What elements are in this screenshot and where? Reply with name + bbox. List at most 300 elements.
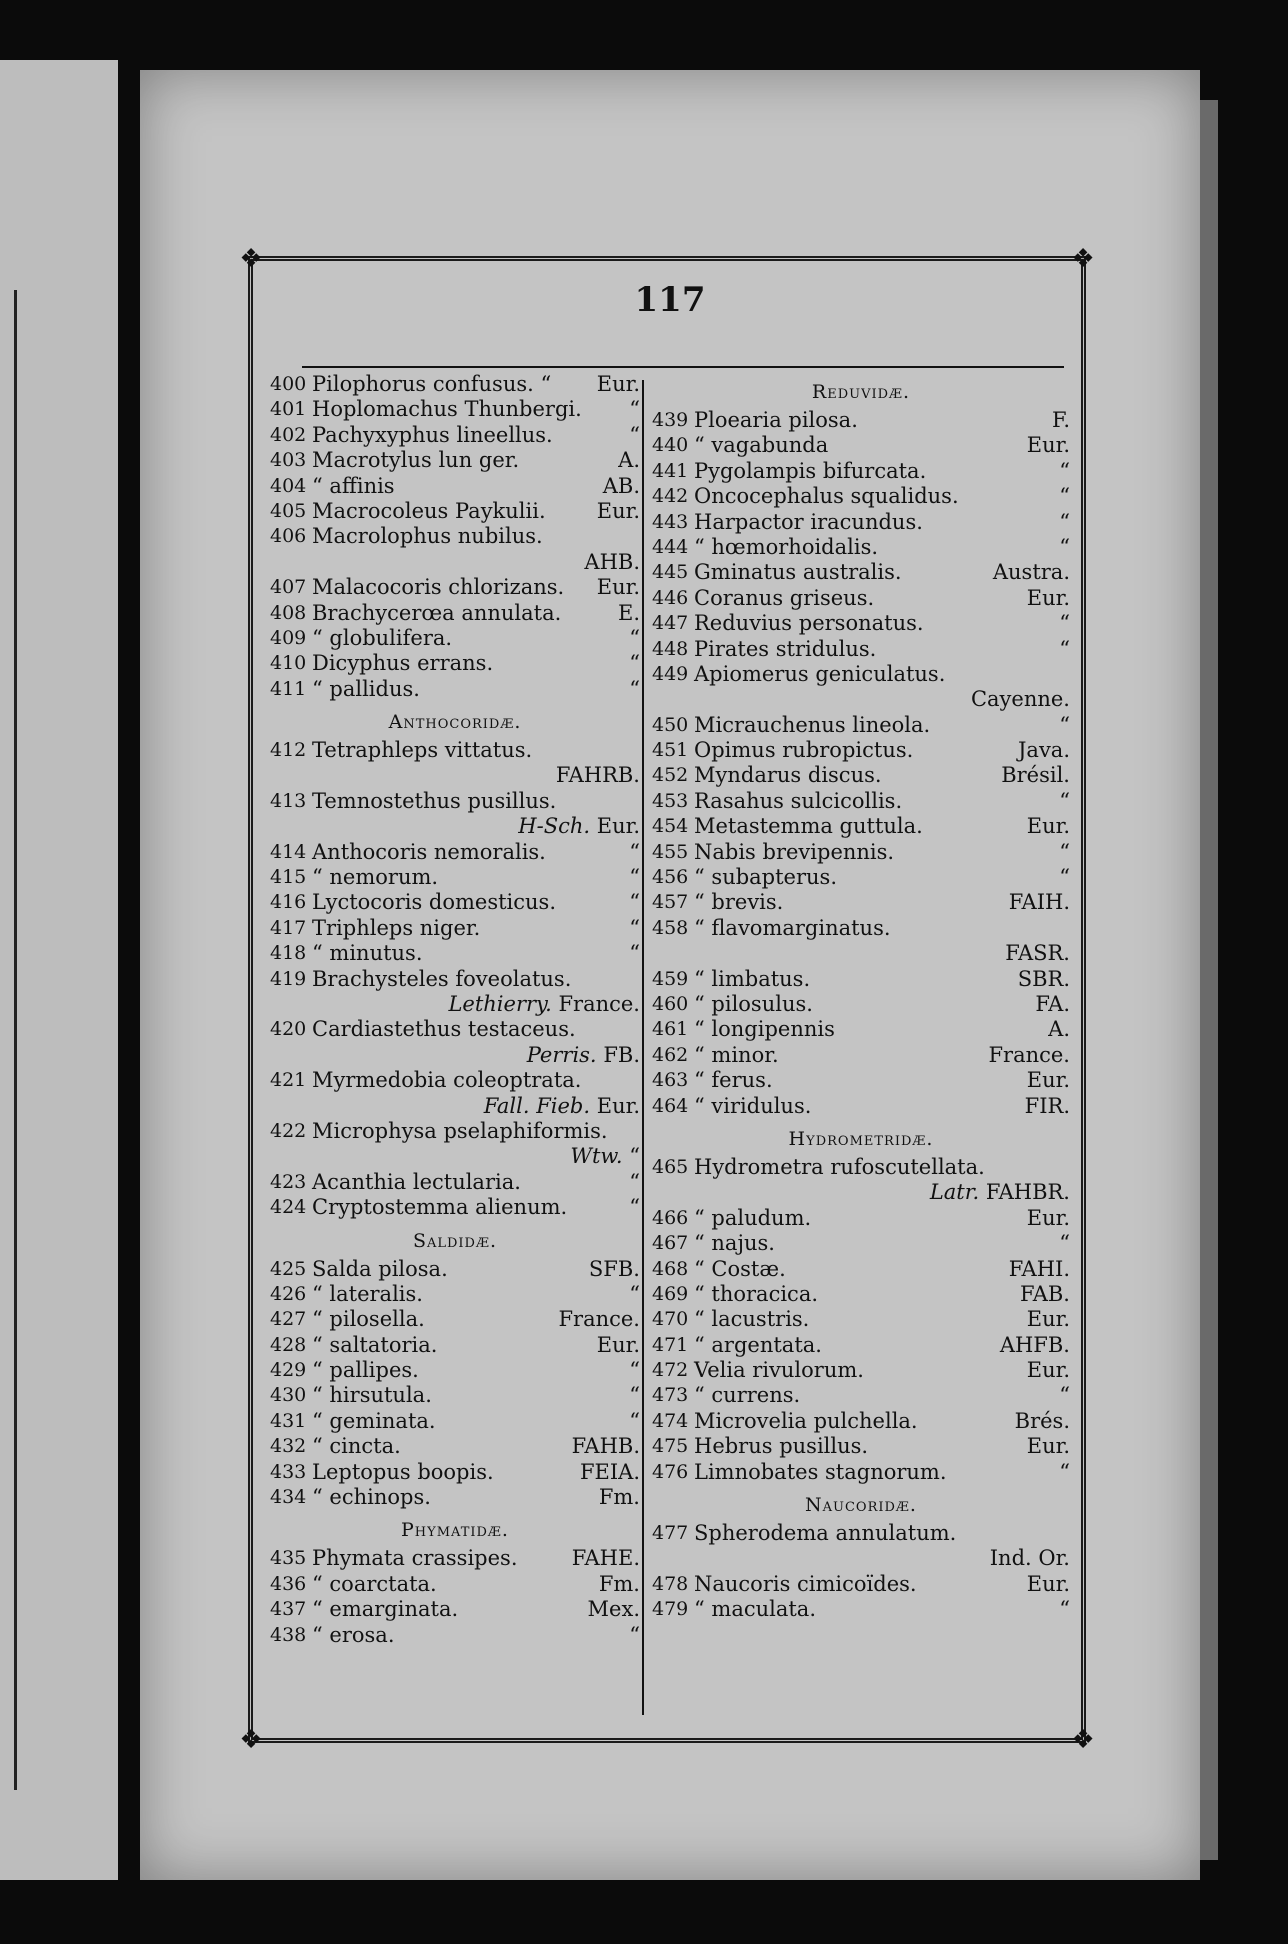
section-heading: Saldidæ. [412, 1229, 498, 1252]
region-code: FAB. [1019, 1281, 1070, 1306]
list-entry [652, 408, 1070, 433]
region-code: “ [1059, 1459, 1070, 1484]
entry-number: 423 [270, 1170, 307, 1193]
region-code: “ [1059, 865, 1070, 890]
region-code: “ [629, 422, 640, 447]
entry-number: 438 [270, 1623, 307, 1646]
species-name: Lyctocoris domesticus. [312, 890, 556, 915]
left-column [270, 372, 640, 1648]
species-name: Microphysa pselaphiformis. [312, 1118, 608, 1143]
species-name: Gminatus australis. [694, 560, 902, 585]
entry-number: 442 [652, 485, 689, 508]
region-code: Eur. [1026, 585, 1070, 610]
list-entry [270, 1119, 640, 1144]
list-entry [270, 941, 640, 966]
entry-number: 408 [270, 601, 307, 624]
region-code: AB. [602, 473, 640, 498]
list-entry [270, 1358, 640, 1383]
entry-number: 451 [652, 739, 689, 762]
region-code: “ [629, 890, 640, 915]
region-code: SFB. [588, 1256, 640, 1281]
entry-number: 426 [270, 1282, 307, 1305]
entry-number: 455 [652, 840, 689, 863]
entry-number: 435 [270, 1547, 307, 1570]
region-code: Eur. [596, 1093, 640, 1118]
species-name: “ limbatus. [694, 966, 811, 991]
entry-number: 414 [270, 840, 307, 863]
species-name: Reduvius personatus. [694, 611, 924, 636]
entry-number: 427 [270, 1308, 307, 1331]
region-code: A. [1048, 1017, 1070, 1042]
author-name: Perris. [526, 1042, 597, 1067]
species-name: “ cincta. [312, 1434, 401, 1459]
region-code: Eur. [1026, 1434, 1070, 1459]
entry-number: 458 [652, 916, 689, 939]
entry-number: 474 [652, 1409, 689, 1432]
entry-number: 407 [270, 576, 307, 599]
species-name: “ emarginata. [312, 1597, 459, 1622]
entry-number: 443 [652, 510, 689, 533]
list-entry [270, 372, 640, 397]
entry-number: 462 [652, 1043, 689, 1066]
region-code: “ [629, 1144, 640, 1169]
region-code: “ [629, 915, 640, 940]
region-code: “ [629, 941, 640, 966]
species-name: Harpactor iracundus. [694, 509, 923, 534]
entry-number: 401 [270, 398, 307, 421]
list-entry [652, 1307, 1070, 1332]
list-entry [652, 1521, 1070, 1546]
species-name: Micrauchenus lineola. [694, 712, 931, 737]
region-code: “ [1059, 839, 1070, 864]
species-name: Triphleps niger. [312, 915, 481, 940]
species-name: “ coarctata. [312, 1571, 437, 1596]
list-entry [652, 1043, 1070, 1068]
list-entry [270, 1597, 640, 1622]
region-code: Eur. [596, 575, 640, 600]
region-code: FIR. [1024, 1093, 1070, 1118]
entry-number: 445 [652, 561, 689, 584]
entry-number: 400 [270, 373, 307, 395]
list-entry [652, 637, 1070, 662]
species-name: Naucoris cimicoïdes. [694, 1571, 917, 1596]
list-entry [652, 1206, 1070, 1231]
species-name: Apiomerus geniculatus. [694, 661, 946, 686]
section-heading: Phymatidæ. [401, 1519, 509, 1542]
entry-number: 406 [270, 525, 307, 548]
list-entry [270, 397, 640, 422]
species-name: Myndarus discus. [694, 763, 882, 788]
continuation-text [990, 1546, 1070, 1571]
column-divider [642, 380, 644, 1715]
section-heading: Reduvidæ. [811, 381, 911, 403]
entry-number: 412 [270, 739, 307, 762]
species-name: Pilophorus confusus. “ [312, 372, 552, 396]
list-entry [270, 626, 640, 651]
region-code: FEIA. [579, 1459, 640, 1484]
entry-number: 404 [270, 474, 307, 497]
region-code: FAHI. [1008, 1256, 1070, 1281]
entry-number: 478 [652, 1572, 689, 1595]
species-name: “ currens. [694, 1383, 801, 1408]
entry-number: 421 [270, 1069, 307, 1092]
entry-number: 470 [652, 1308, 689, 1331]
region-code: F. [1052, 408, 1070, 432]
entry-number: 454 [652, 815, 689, 838]
entry-number: 409 [270, 626, 307, 649]
region-code: France. [558, 991, 640, 1016]
list-entry [652, 1358, 1070, 1383]
list-entry [652, 1282, 1070, 1307]
corner-ornament-icon: ❖ [1071, 1725, 1095, 1755]
region-code: “ [1059, 534, 1070, 559]
species-name: “ ferus. [694, 1068, 773, 1093]
region-code: “ [629, 651, 640, 676]
book-page [140, 70, 1200, 1880]
list-entry [270, 916, 640, 941]
entry-number: 461 [652, 1018, 689, 1041]
list-entry [270, 651, 640, 676]
species-name: Macrotylus lun ger. [312, 448, 520, 473]
adjacent-page-frame [0, 290, 17, 1790]
list-entry [270, 1572, 640, 1597]
species-name: Hydrometra rufoscutellata. [694, 1154, 985, 1179]
species-name: Nabis brevipennis. [694, 839, 895, 864]
species-name: Malacocoris chlorizans. [312, 575, 565, 600]
region-code: “ [1059, 1383, 1070, 1408]
species-name: “ nemorum. [312, 865, 439, 890]
list-entry [652, 1333, 1070, 1358]
entry-number: 460 [652, 992, 689, 1015]
entry-number: 439 [652, 409, 689, 431]
region-code: Eur. [596, 498, 640, 523]
species-name: Oncocephalus squalidus. [694, 484, 959, 509]
list-entry [652, 484, 1070, 509]
header-rule [302, 366, 1064, 368]
corner-ornament-icon: ❖ [239, 244, 263, 274]
species-name: Acanthia lectularia. [312, 1169, 521, 1194]
region-code: AHFB. [999, 1332, 1070, 1357]
region-code: Austra. [992, 560, 1070, 585]
entry-number: 456 [652, 866, 689, 889]
species-name: “ lateralis. [312, 1281, 423, 1306]
region-code: FA. [1035, 991, 1070, 1016]
region-code: “ [1059, 611, 1070, 636]
entry-number: 419 [270, 967, 307, 990]
list-entry [652, 1597, 1070, 1622]
entry-number: 431 [270, 1409, 307, 1432]
entry-number: 436 [270, 1572, 307, 1595]
species-name: Tetraphleps vittatus. [312, 738, 533, 763]
species-name: Pachyxyphus lineellus. [312, 422, 553, 447]
region-code: Eur. [1026, 433, 1070, 458]
species-name: “ vagabunda [694, 433, 829, 458]
list-entry [270, 1460, 640, 1485]
list-entry [652, 916, 1070, 941]
list-entry [270, 1017, 640, 1042]
region-code: Eur. [1026, 1571, 1070, 1596]
list-entry [270, 601, 640, 626]
entry-continuation [270, 1094, 640, 1119]
region-code: France. [558, 1307, 640, 1332]
species-name: Brachysteles foveolatus. [312, 966, 572, 991]
region-code: Cayenne. [970, 687, 1070, 712]
entry-number: 405 [270, 499, 307, 522]
continuation-text [930, 1180, 1070, 1205]
entry-number: 476 [652, 1460, 689, 1483]
region-code: FAHB. [571, 1434, 640, 1459]
region-code: “ [629, 676, 640, 701]
region-code: “ [629, 397, 640, 422]
species-name: Phymata crassipes. [312, 1546, 518, 1571]
list-entry [652, 459, 1070, 484]
entry-number: 420 [270, 1018, 307, 1041]
species-name: “ brevis. [694, 890, 784, 915]
species-name: “ thoracica. [694, 1281, 819, 1306]
list-entry [652, 1231, 1070, 1256]
entry-number: 463 [652, 1069, 689, 1092]
continuation-text [484, 1094, 640, 1119]
continuation-text [448, 992, 640, 1017]
list-entry [270, 474, 640, 499]
entry-number: 457 [652, 891, 689, 914]
species-name: “ echinops. [312, 1485, 431, 1510]
section-heading: Naucoridæ. [805, 1494, 917, 1517]
entry-number: 429 [270, 1359, 307, 1382]
region-code: Brés. [1014, 1408, 1070, 1433]
list-entry [652, 1572, 1070, 1597]
species-name: “ saltatoria. [312, 1332, 438, 1357]
species-name: “ globulifera. [312, 625, 453, 650]
right-column [652, 372, 1070, 1623]
list-entry [652, 763, 1070, 788]
list-entry [270, 890, 640, 915]
entry-number: 425 [270, 1257, 307, 1280]
region-code: “ [1059, 712, 1070, 737]
species-name: “ pallipes. [312, 1358, 419, 1383]
author-name: H-Sch. [518, 814, 591, 839]
list-entry [652, 1094, 1070, 1119]
species-name: “ pilosulus. [694, 991, 813, 1016]
species-name: Coranus griseus. [694, 585, 875, 610]
species-name: Microvelia pulchella. [694, 1408, 918, 1433]
species-name: “ hœmorhoidalis. [694, 534, 879, 559]
entry-number: 437 [270, 1598, 307, 1621]
author-name: Latr. [929, 1180, 980, 1205]
species-name: “ Costæ. [694, 1256, 786, 1281]
list-entry [652, 1155, 1070, 1180]
region-code: Mex. [587, 1597, 640, 1622]
species-name: Leptopus boopis. [312, 1459, 494, 1484]
entry-number: 452 [652, 764, 689, 787]
species-name: “ hirsutula. [312, 1383, 432, 1408]
list-entry [652, 865, 1070, 890]
list-entry [652, 1434, 1070, 1459]
entry-number: 403 [270, 449, 307, 472]
section-heading: Anthocoridæ. [388, 711, 522, 734]
entry-number: 479 [652, 1598, 689, 1621]
species-name: Cryptostemma alienum. [312, 1195, 568, 1220]
list-entry [270, 1485, 640, 1510]
entry-number: 418 [270, 942, 307, 965]
species-name: Pygolampis bifurcata. [694, 458, 927, 483]
continuation-text [570, 1144, 640, 1169]
list-entry [652, 789, 1070, 814]
list-entry [652, 1017, 1070, 1042]
region-code: “ [629, 1281, 640, 1306]
list-entry [270, 1623, 640, 1648]
list-entry [652, 1460, 1070, 1485]
region-code: “ [629, 1169, 640, 1194]
entry-number: 446 [652, 586, 689, 609]
list-entry [270, 1434, 640, 1459]
adjacent-page [0, 60, 118, 1880]
region-code: “ [629, 1408, 640, 1433]
entry-number: 469 [652, 1282, 689, 1305]
entry-number: 447 [652, 612, 689, 635]
entry-number: 468 [652, 1257, 689, 1280]
species-name: Brachycerœa annulata. [312, 600, 562, 625]
entry-number: 432 [270, 1435, 307, 1458]
region-code: FB. [603, 1042, 640, 1067]
list-entry [652, 967, 1070, 992]
entry-number: 430 [270, 1384, 307, 1407]
list-entry [652, 814, 1070, 839]
region-code: FAHE. [571, 1546, 640, 1571]
entry-continuation [270, 992, 640, 1017]
region-code: “ [629, 1358, 640, 1383]
list-entry [270, 677, 640, 702]
corner-ornament-icon: ❖ [1071, 244, 1095, 274]
list-entry [270, 967, 640, 992]
entry-number: 477 [652, 1522, 689, 1545]
section-heading: Hydrometridæ. [788, 1127, 934, 1150]
entry-number: 466 [652, 1206, 689, 1229]
entry-number: 402 [270, 423, 307, 446]
species-name: “ minor. [694, 1042, 779, 1067]
region-code: Eur. [596, 814, 640, 839]
author-name: Fall. Fieb. [483, 1093, 591, 1118]
region-code: Eur. [596, 1332, 640, 1357]
entry-number: 471 [652, 1333, 689, 1356]
region-code: “ [629, 625, 640, 650]
region-code: Eur. [1026, 1358, 1070, 1383]
region-code: Fm. [598, 1485, 640, 1510]
entry-number: 450 [652, 713, 689, 736]
continuation-text [518, 814, 640, 839]
region-code: Brésil. [1001, 763, 1070, 788]
list-entry [652, 1383, 1070, 1408]
list-entry [652, 611, 1070, 636]
entry-number: 453 [652, 789, 689, 812]
region-code: France. [988, 1042, 1070, 1067]
species-name: “ erosa. [312, 1622, 395, 1647]
entry-continuation [270, 814, 640, 839]
list-entry [652, 738, 1070, 763]
list-entry [270, 840, 640, 865]
species-name: Salda pilosa. [312, 1256, 448, 1281]
species-name: Metastemma guttula. [694, 814, 923, 839]
species-name: Spherodema annulatum. [694, 1521, 957, 1546]
entry-number: 473 [652, 1384, 689, 1407]
species-name: “ geminata. [312, 1408, 436, 1433]
species-name: Hebrus pusillus. [694, 1434, 869, 1459]
author-name: Wtw. [570, 1144, 623, 1169]
species-name: “ paludum. [694, 1205, 812, 1230]
corner-ornament-icon: ❖ [239, 1725, 263, 1755]
list-entry [652, 586, 1070, 611]
region-code: E. [617, 600, 640, 625]
region-code: “ [1059, 1231, 1070, 1256]
species-name: Cardiastethus testaceus. [312, 1017, 576, 1042]
list-entry [270, 865, 640, 890]
list-entry [652, 1409, 1070, 1434]
species-name: Myrmedobia coleoptrata. [312, 1068, 582, 1093]
entry-number: 424 [270, 1196, 307, 1219]
list-entry [652, 510, 1070, 535]
region-code: “ [1059, 458, 1070, 483]
list-entry [270, 1333, 640, 1358]
species-name: “ viridulus. [694, 1093, 812, 1118]
region-code: A. [618, 448, 640, 473]
region-code: “ [1059, 1597, 1070, 1622]
region-code: FAHBR. [985, 1180, 1070, 1205]
list-entry [270, 1409, 640, 1434]
list-entry [270, 1546, 640, 1571]
list-entry [652, 560, 1070, 585]
species-name: Macrolophus nubilus. [312, 524, 543, 549]
species-name: Limnobates stagnorum. [694, 1459, 947, 1484]
species-name: “ argentata. [694, 1332, 822, 1357]
page-number: 117 [634, 280, 706, 320]
species-name: “ lacustris. [694, 1307, 810, 1332]
region-code: Eur. [1026, 814, 1070, 839]
list-entry [652, 890, 1070, 915]
list-entry [270, 738, 640, 763]
list-entry [270, 499, 640, 524]
region-code: “ [629, 839, 640, 864]
list-entry [270, 423, 640, 448]
list-entry [652, 1068, 1070, 1093]
entry-number: 422 [270, 1119, 307, 1142]
species-name: “ najus. [694, 1231, 775, 1256]
species-name: Temnostethus pusillus. [312, 788, 557, 813]
region-code: Java. [1018, 738, 1070, 763]
species-name: Dicyphus errans. [312, 651, 494, 676]
entry-number: 434 [270, 1486, 307, 1509]
entry-number: 449 [652, 662, 689, 685]
species-name: Rasahus sulcicollis. [694, 788, 903, 813]
list-entry [652, 713, 1070, 738]
species-name: Anthocoris nemoralis. [312, 839, 546, 864]
entry-number: 428 [270, 1333, 307, 1356]
region-code: Eur. [596, 372, 640, 396]
entry-continuation [652, 1546, 1070, 1571]
entry-continuation [270, 1144, 640, 1169]
species-name: Hoplomachus Thunbergi. [312, 397, 582, 422]
entry-continuation [270, 763, 640, 788]
entry-number: 410 [270, 652, 307, 675]
region-code: “ [1059, 509, 1070, 534]
entry-number: 448 [652, 637, 689, 660]
continuation-text [527, 1043, 640, 1068]
entry-number: 411 [270, 677, 307, 700]
list-entry [270, 789, 640, 814]
list-entry [270, 448, 640, 473]
species-name: Velia rivulorum. [694, 1358, 864, 1383]
list-entry [270, 575, 640, 600]
entry-number: 475 [652, 1435, 689, 1458]
